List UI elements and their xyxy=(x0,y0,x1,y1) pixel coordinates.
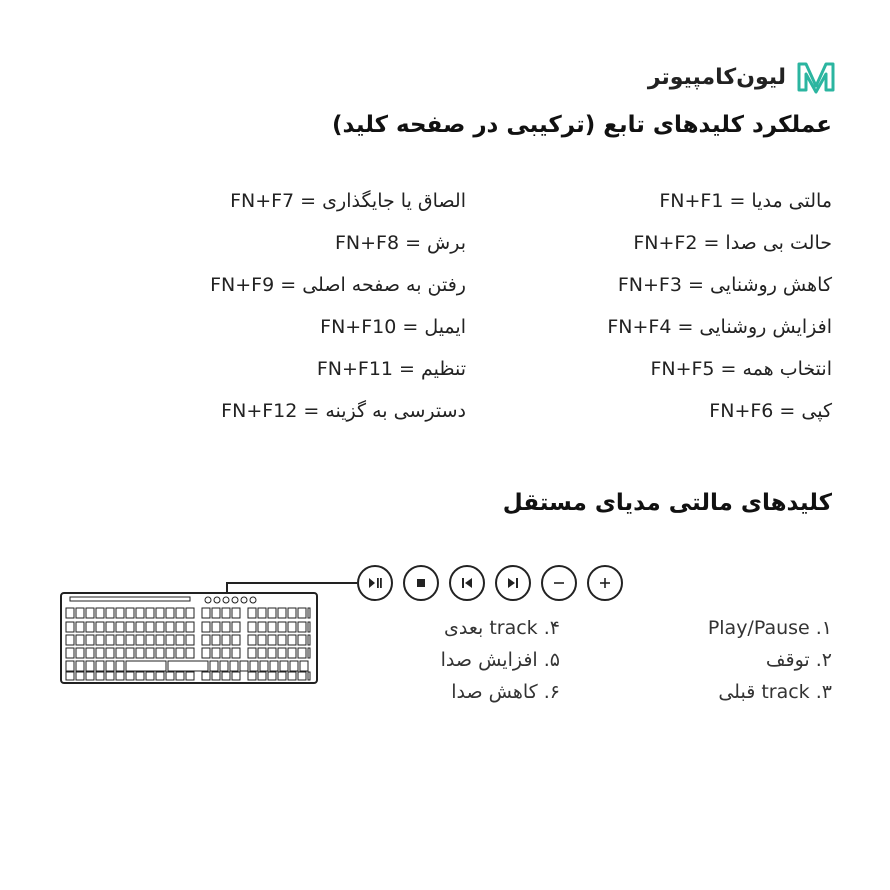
brand-name: لیون‌کامپیوتر xyxy=(647,64,786,90)
media-item: ۴. track بعدی xyxy=(443,617,560,639)
fn-item: FN+F10 = ایمیل xyxy=(320,316,466,338)
media-keys-title: کلیدهای مالتی مدیای مستقل xyxy=(502,490,832,516)
fn-item: FN+F9 = رفتن به صفحه اصلی xyxy=(210,274,466,296)
fn-list-left xyxy=(86,180,466,432)
media-list-left xyxy=(320,612,560,708)
function-keys-title: عملکرد کلیدهای تابع (ترکیبی در صفحه کلید) xyxy=(332,112,832,138)
fn-item: FN+F8 = برش xyxy=(334,232,466,254)
previous-track-icon xyxy=(449,565,485,601)
fn-item: FN+F4 = افزایش روشنایی xyxy=(607,316,832,338)
brand xyxy=(648,56,836,98)
fn-item: FN+F1 = مالتی مدیا xyxy=(659,190,832,212)
fn-item: FN+F3 = کاهش روشنایی xyxy=(617,274,832,296)
media-item: ۶. کاهش صدا xyxy=(451,681,560,703)
fn-list-right xyxy=(512,180,832,432)
media-item: ۳. track قبلی xyxy=(718,681,832,703)
media-item: ۲. توقف xyxy=(765,649,832,671)
fn-item: FN+F5 = انتخاب همه xyxy=(650,358,832,380)
volume-down-icon xyxy=(541,565,577,601)
fn-item: FN+F12 = دسترسی به گزینه xyxy=(221,400,466,422)
volume-up-icon xyxy=(587,565,623,601)
next-track-icon xyxy=(495,565,531,601)
fn-item: FN+F6 = کپی xyxy=(709,400,832,422)
leon-logo-icon xyxy=(796,60,836,94)
fn-item: FN+F7 = الصاق یا جایگذاری xyxy=(230,190,466,212)
stop-icon xyxy=(403,565,439,601)
media-list-right xyxy=(612,612,832,708)
fn-item: FN+F2 = حالت بی صدا xyxy=(633,232,832,254)
keyboard-illustration xyxy=(60,592,318,684)
media-key-row xyxy=(357,565,623,601)
play-pause-icon xyxy=(357,565,393,601)
media-item: Play/Pause .۱ xyxy=(707,617,832,639)
media-item: ۵. افزایش صدا xyxy=(440,649,560,671)
fn-item: FN+F11 = تنظیم xyxy=(316,358,466,380)
